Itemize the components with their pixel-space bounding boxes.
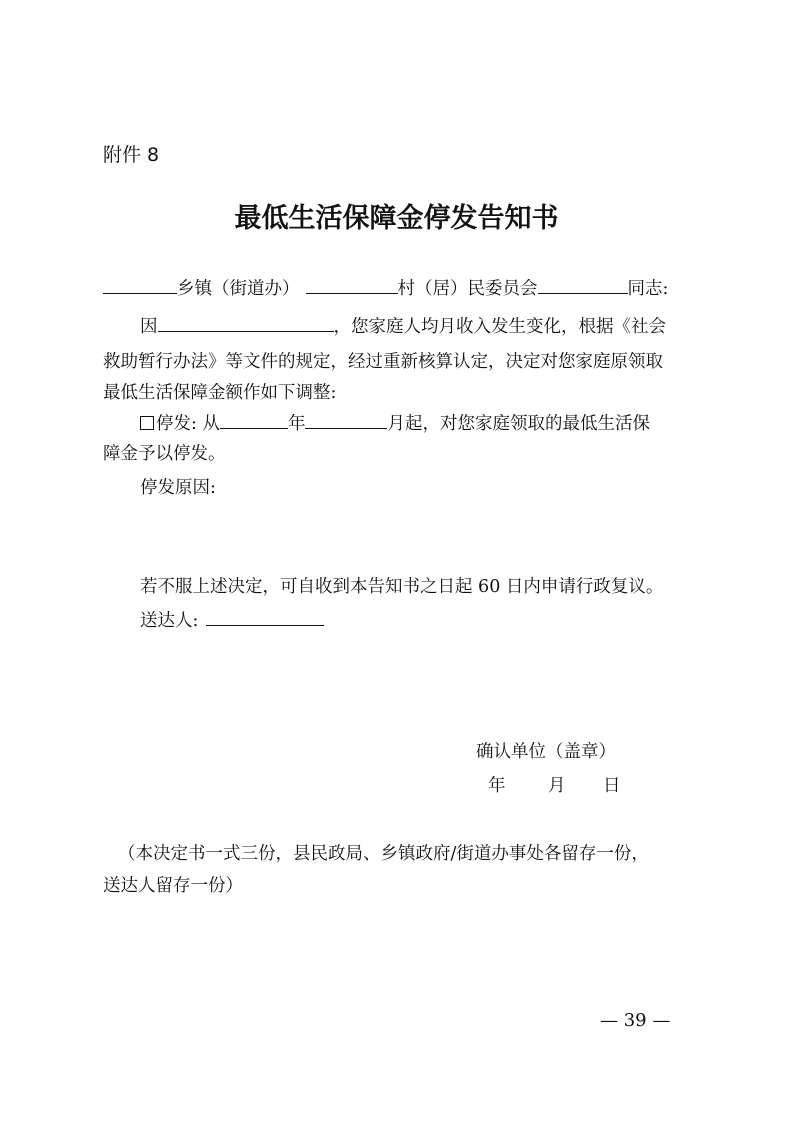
paragraph-reason-line	[140, 314, 666, 339]
stop-year-blank[interactable]	[220, 411, 288, 429]
date-day: 日	[603, 776, 621, 796]
note-line-1: （本决定书一式三份，县民政局、乡镇政府/街道办事处各留存一份，	[118, 844, 649, 864]
paragraph-1-tail: ，您家庭人均月收入发生变化，根据《社会	[333, 317, 666, 337]
page-number: — 39 —	[600, 1010, 671, 1031]
appeal-notice: 若不服上述决定，可自收到本告知书之日起 60 日内申请行政复议。	[140, 577, 664, 597]
stop-reason-label: 停发原因:	[140, 478, 216, 498]
confirming-unit: 确认单位（盖章）	[476, 742, 616, 762]
reason-blank[interactable]	[158, 314, 334, 332]
deliverer-line	[140, 608, 324, 633]
stop-payment-checkbox[interactable]	[140, 416, 154, 430]
document-title: 最低生活保障金停发告知书	[234, 203, 559, 234]
stop-payment-line	[140, 411, 650, 436]
month-from-text: 月起，对您家庭领取的最低生活保	[387, 414, 650, 434]
date-month: 月	[548, 776, 566, 796]
note-line-2: 送达人留存一份）	[103, 876, 243, 896]
stop-payment-line-2: 障金予以停发。	[103, 444, 226, 464]
paragraph-1-line-2: 救助暂行办法》等文件的规定，经过重新核算认定，决定对您家庭原领取	[103, 352, 663, 372]
recipient-name-blank[interactable]	[538, 276, 628, 294]
deliverer-name-blank[interactable]	[206, 608, 324, 626]
annex-label: 附件 8	[103, 144, 160, 166]
comrade-label: 同志:	[627, 279, 669, 299]
year-label: 年	[287, 414, 306, 434]
village-label: 村（居）民委员会	[397, 279, 538, 299]
stop-month-blank[interactable]	[305, 411, 387, 429]
date-year: 年	[488, 776, 506, 796]
paragraph-1-line-3: 最低生活保障金额作如下调整:	[103, 383, 337, 403]
deliverer-label: 送达人:	[140, 611, 199, 631]
stop-payment-label: 停发: 从	[156, 414, 220, 434]
village-name-blank[interactable]	[306, 276, 398, 294]
township-label: 乡镇（街道办）	[177, 279, 300, 299]
township-name-blank[interactable]	[103, 276, 177, 294]
addressee-line	[103, 276, 668, 301]
because-label: 因	[140, 317, 158, 337]
